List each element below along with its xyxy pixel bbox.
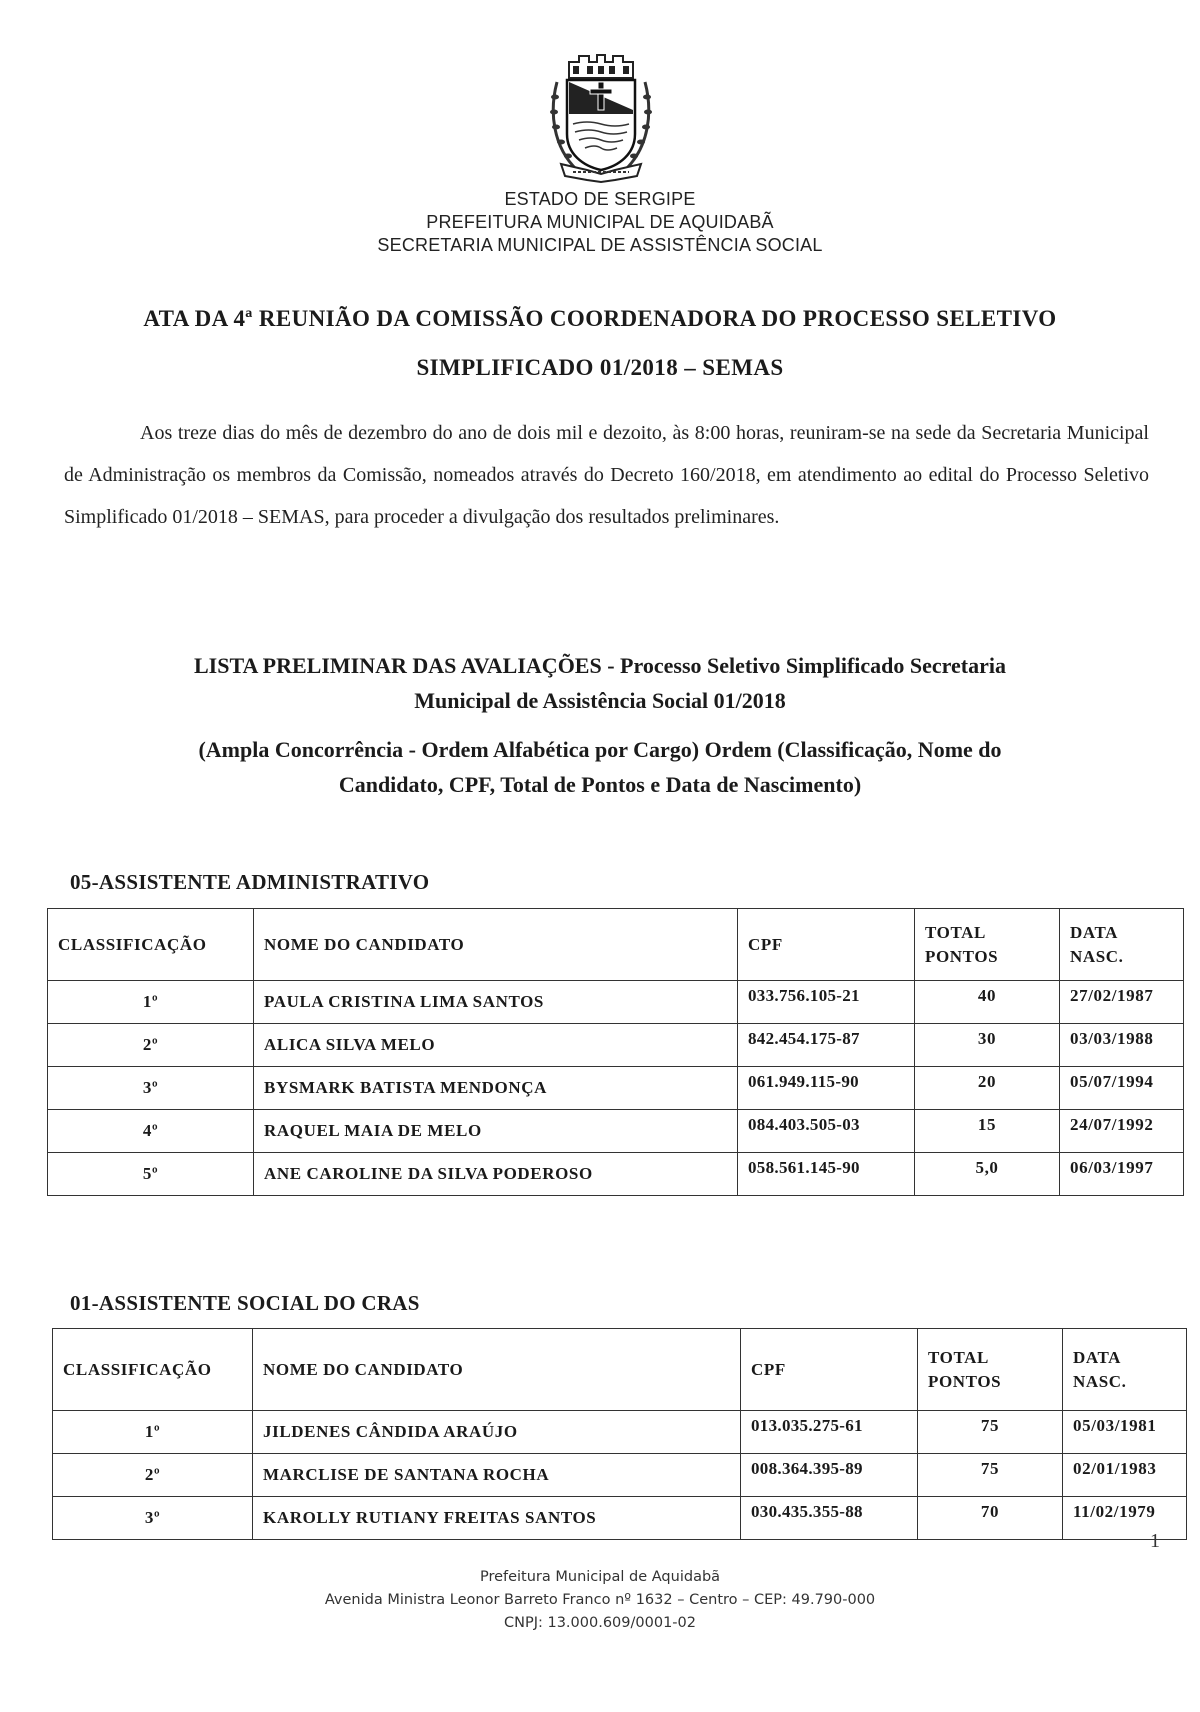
list-title-line2: Municipal de Assistência Social 01/2018 (414, 688, 786, 713)
points-cell: 20 (915, 1067, 1060, 1110)
results-table-assistente-social-cras (52, 1328, 1187, 1540)
candidate-name-cell: BYSMARK BATISTA MENDONÇA (254, 1067, 738, 1110)
points-cell: 15 (915, 1110, 1060, 1153)
rank-cell: 2º (48, 1024, 254, 1067)
column-header-total (918, 1329, 1063, 1411)
column-header-nome: NOME DO CANDIDATO (254, 909, 738, 981)
list-subtitle (60, 732, 1140, 802)
state-name: ESTADO DE SERGIPE (504, 189, 696, 209)
list-title-line4: Candidato, CPF, Total de Pontos e Data de Nascimento) (338, 772, 862, 797)
table-row (53, 1497, 1187, 1540)
column-header-data (1060, 909, 1184, 981)
column-header-data-line2: NASC. (1073, 1371, 1127, 1391)
footer-prefecture: Prefeitura Municipal de Aquidabã (479, 1569, 721, 1585)
page-number: 1 (1150, 1530, 1160, 1552)
minutes-paragraph (64, 412, 1149, 538)
document-title-line2: SIMPLIFICADO 01/2018 – SEMAS (416, 355, 784, 380)
cpf-cell: 013.035.275-61 (741, 1411, 918, 1454)
table-row (48, 1067, 1184, 1110)
footer-address: Avenida Ministra Leonor Barreto Franco nº 1632 – Centro – CEP: 49.790-000 (324, 1592, 876, 1608)
birth-date-cell: 02/01/1983 (1063, 1454, 1187, 1497)
cpf-cell: 033.756.105-21 (738, 981, 915, 1024)
candidate-name-cell: JILDENES CÂNDIDA ARAÚJO (253, 1411, 741, 1454)
table-header-row (53, 1329, 1187, 1411)
column-header-data-line1: DATA (1070, 922, 1119, 942)
points-cell: 5,0 (915, 1153, 1060, 1196)
points-cell: 30 (915, 1024, 1060, 1067)
candidate-name-cell: MARCLISE DE SANTANA ROCHA (253, 1454, 741, 1497)
letterhead (0, 188, 1200, 257)
rank-cell: 5º (48, 1153, 254, 1196)
rank-cell: 2º (53, 1454, 253, 1497)
cpf-cell: 008.364.395-89 (741, 1454, 918, 1497)
table-row (53, 1411, 1187, 1454)
column-header-classificacao: CLASSIFICAÇÃO (48, 909, 254, 981)
table-row (48, 1153, 1184, 1196)
candidate-name-cell: RAQUEL MAIA DE MELO (254, 1110, 738, 1153)
table-row (48, 1024, 1184, 1067)
column-header-total-line1: TOTAL (928, 1347, 989, 1367)
cpf-cell: 058.561.145-90 (738, 1153, 915, 1196)
list-title-line3: (Ampla Concorrência - Ordem Alfabética por Cargo) Ordem (Classificação, Nome do (198, 737, 1002, 762)
points-cell: 70 (918, 1497, 1063, 1540)
rank-cell: 1º (53, 1411, 253, 1454)
birth-date-cell: 05/03/1981 (1063, 1411, 1187, 1454)
results-table-assistente-administrativo (47, 908, 1184, 1196)
column-header-data-line1: DATA (1073, 1347, 1122, 1367)
birth-date-cell: 24/07/1992 (1060, 1110, 1184, 1153)
birth-date-cell: 11/02/1979 (1063, 1497, 1187, 1540)
points-cell: 75 (918, 1454, 1063, 1497)
column-header-total (915, 909, 1060, 981)
cpf-cell: 842.454.175-87 (738, 1024, 915, 1067)
cpf-cell: 084.403.505-03 (738, 1110, 915, 1153)
birth-date-cell: 05/07/1994 (1060, 1067, 1184, 1110)
page-footer (0, 1566, 1200, 1635)
table-row (53, 1454, 1187, 1497)
birth-date-cell: 06/03/1997 (1060, 1153, 1184, 1196)
column-header-nome: NOME DO CANDIDATO (253, 1329, 741, 1411)
rank-cell: 1º (48, 981, 254, 1024)
coat-of-arms-icon (547, 52, 655, 184)
column-header-data-line2: NASC. (1070, 946, 1124, 966)
candidate-name-cell: ANE CAROLINE DA SILVA PODEROSO (254, 1153, 738, 1196)
column-header-total-line1: TOTAL (925, 922, 986, 942)
column-header-cpf: CPF (741, 1329, 918, 1411)
list-title (60, 648, 1140, 718)
list-title-line1: LISTA PRELIMINAR DAS AVALIAÇÕES - Processo Seletivo Simplificado Secretaria (193, 653, 1006, 678)
column-header-data (1063, 1329, 1187, 1411)
points-cell: 75 (918, 1411, 1063, 1454)
rank-cell: 3º (48, 1067, 254, 1110)
secretariat-name: SECRETARIA MUNICIPAL DE ASSISTÊNCIA SOCIAL (377, 235, 823, 255)
section-title-assistente-social-cras: 01-ASSISTENTE SOCIAL DO CRAS (70, 1291, 420, 1315)
minutes-text: Aos treze dias do mês de dezembro do ano de dois mil e dezoito, às 8:00 horas, reuniram-se na sede da Secretaria Municipal de Administração os membros da Comissão, nomeados através do Decreto 160/2018, em atendimento ao edital do Processo Seletivo Simplificado 01/2018 – SEMAS, para proceder a divulgação dos resultados preliminares. (64, 422, 1149, 528)
cpf-cell: 061.949.115-90 (738, 1067, 915, 1110)
birth-date-cell: 03/03/1988 (1060, 1024, 1184, 1067)
column-header-cpf: CPF (738, 909, 915, 981)
candidate-name-cell: PAULA CRISTINA LIMA SANTOS (254, 981, 738, 1024)
table-row (48, 981, 1184, 1024)
prefecture-name: PREFEITURA MUNICIPAL DE AQUIDABÃ (426, 212, 774, 232)
rank-cell: 3º (53, 1497, 253, 1540)
birth-date-cell: 27/02/1987 (1060, 981, 1184, 1024)
document-title-line1: ATA DA 4ª REUNIÃO DA COMISSÃO COORDENADORA DO PROCESSO SELETIVO (143, 306, 1057, 331)
column-header-total-line2: PONTOS (925, 946, 999, 966)
rank-cell: 4º (48, 1110, 254, 1153)
table-row (48, 1110, 1184, 1153)
column-header-total-line2: PONTOS (928, 1371, 1002, 1391)
points-cell: 40 (915, 981, 1060, 1024)
section-title-assistente-administrativo: 05-ASSISTENTE ADMINISTRATIVO (70, 870, 430, 894)
footer-cnpj: CNPJ: 13.000.609/0001-02 (504, 1615, 696, 1631)
candidate-name-cell: KAROLLY RUTIANY FREITAS SANTOS (253, 1497, 741, 1540)
table-header-row (48, 909, 1184, 981)
column-header-classificacao: CLASSIFICAÇÃO (53, 1329, 253, 1411)
cpf-cell: 030.435.355-88 (741, 1497, 918, 1540)
candidate-name-cell: ALICA SILVA MELO (254, 1024, 738, 1067)
